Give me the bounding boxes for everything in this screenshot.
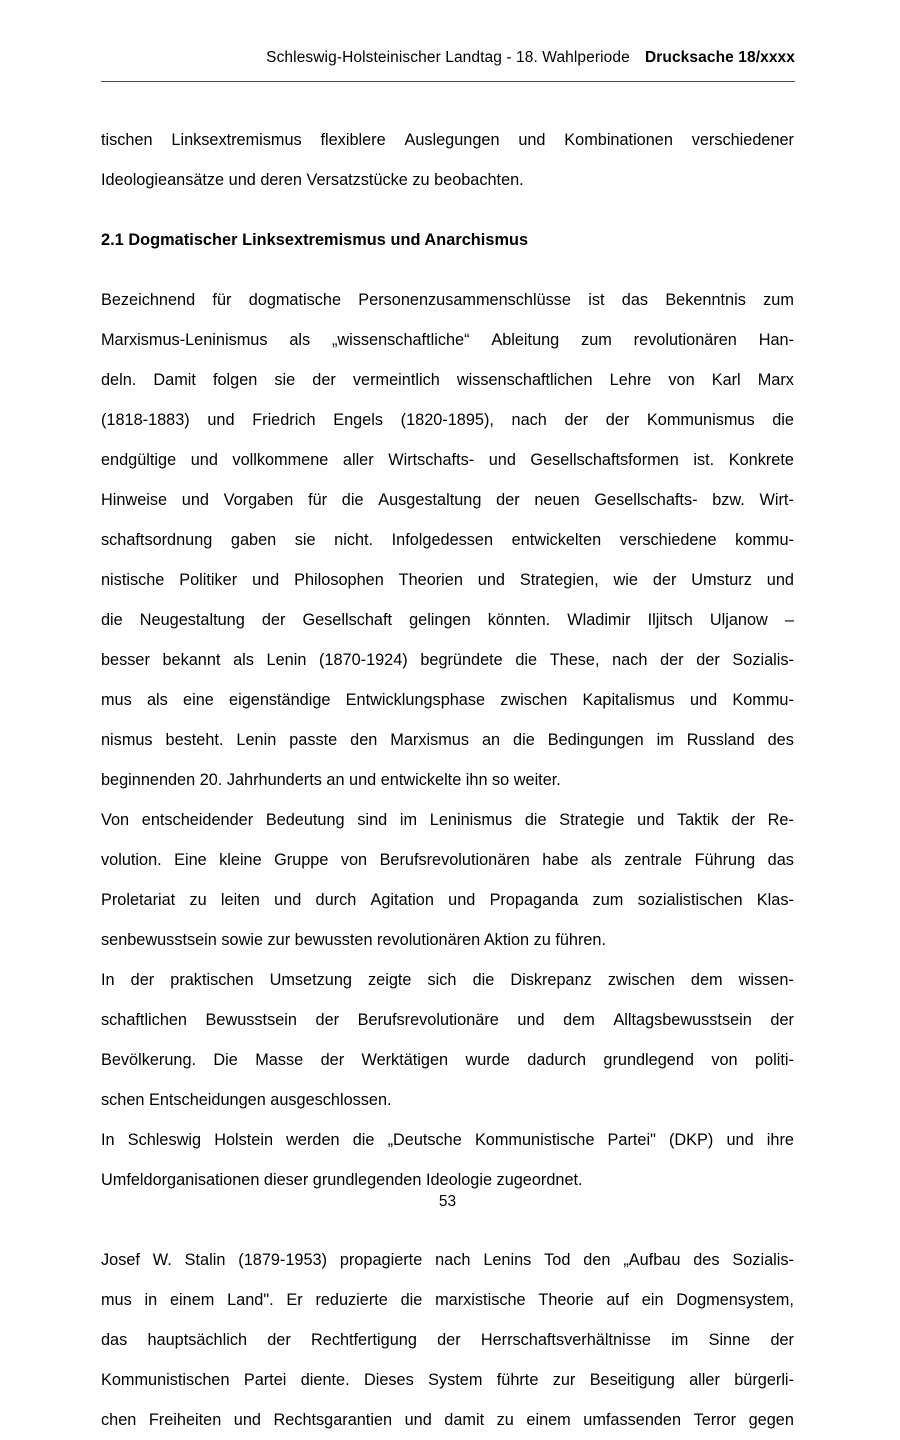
text-line [101, 960, 794, 1000]
word: sie [274, 371, 296, 389]
word: zur [552, 1371, 576, 1389]
word: Berufsrevolutionäre [357, 1011, 499, 1029]
word: Klas- [756, 891, 794, 909]
word: von [340, 851, 368, 869]
word: Taktik [677, 811, 719, 829]
word: Re- [767, 811, 794, 829]
word: nistische [101, 571, 165, 589]
word: zeigte [368, 971, 412, 989]
text-line [101, 320, 794, 360]
text-line [101, 680, 794, 720]
text-line [101, 640, 794, 680]
word: zu [496, 1411, 514, 1429]
word: die [400, 1291, 423, 1309]
word: nismus [101, 731, 153, 749]
word: gegen [748, 1411, 794, 1429]
word: Han- [758, 331, 794, 349]
word: Ableitung [491, 331, 560, 349]
word: Marxismus-Leninismus [101, 331, 268, 349]
word: W. [152, 1251, 172, 1269]
word: Rechtfertigung [311, 1331, 417, 1349]
word: Partei [243, 1371, 287, 1389]
word: – [784, 611, 794, 629]
word: gelingen [409, 611, 471, 629]
word: der [770, 1011, 794, 1029]
word: Agitation [370, 891, 434, 909]
word: Er [286, 1291, 303, 1309]
word: und [726, 1131, 754, 1149]
word: könnten. [487, 611, 551, 629]
word: der [312, 371, 336, 389]
word: der [605, 411, 630, 429]
word: zentrale [624, 851, 683, 869]
word: die [515, 651, 538, 669]
word: damit [444, 1411, 485, 1429]
word: reduzierte [315, 1291, 388, 1309]
word: Masse [255, 1051, 304, 1069]
word: Theorien [398, 571, 463, 589]
word: Bedeutung [265, 811, 345, 829]
word: sie [294, 531, 316, 549]
word: propagierte [339, 1251, 423, 1269]
word: kleine [219, 851, 262, 869]
word: für [308, 491, 328, 509]
word: Uljanow [709, 611, 768, 629]
word: diente. [300, 1371, 350, 1389]
word: Beseitigung [589, 1371, 675, 1389]
word: die [524, 811, 547, 829]
paragraph-marxismus-leninismus [101, 280, 794, 800]
word: Diskrepanz [510, 971, 592, 989]
word: das [621, 291, 649, 309]
word: ist [588, 291, 605, 309]
word: grundlegend [603, 1051, 694, 1069]
paragraph-strategie-und-taktik [101, 800, 794, 960]
word: schaftlichen [101, 1011, 187, 1029]
paragraph-praktische-umsetzung [101, 960, 794, 1120]
word: Lenin [266, 651, 307, 669]
text-line [101, 360, 794, 400]
word: folgen [212, 371, 258, 389]
word: nach [435, 1251, 471, 1269]
word: Propaganda [489, 891, 579, 909]
text-line [101, 280, 794, 320]
text-line [101, 120, 794, 160]
word: marxistische [435, 1291, 526, 1309]
word: einem [526, 1411, 571, 1429]
word: habe [542, 851, 579, 869]
word: Kommunismus [646, 411, 755, 429]
word: sich [427, 971, 457, 989]
word: Philosophen [294, 571, 384, 589]
word: Kommunistischen [101, 1371, 230, 1389]
header-drucksache-number: Drucksache 18/xxxx [644, 49, 795, 66]
word: Bedingungen [547, 731, 644, 749]
word: umfassenden [583, 1411, 682, 1429]
word: Wirt- [759, 491, 794, 509]
text-line [101, 1120, 794, 1160]
word: Gesellschaftsformen [530, 451, 679, 469]
word: der [696, 651, 720, 669]
text-line [101, 400, 794, 440]
word: eigenständige [229, 691, 331, 709]
word: eine [183, 691, 214, 709]
word: ist. [693, 451, 715, 469]
word: (DKP) [668, 1131, 714, 1149]
paragraph-continued-intro [101, 120, 794, 200]
word: der [652, 571, 677, 589]
word: Friedrich [252, 411, 316, 429]
word: und [517, 1011, 545, 1029]
word: zwischen [500, 691, 568, 709]
word: von [711, 1051, 738, 1069]
word: Konkrete [728, 451, 794, 469]
word: die [352, 1131, 375, 1149]
word: Land". [227, 1291, 274, 1309]
word: Personenzusammenschlüsse [358, 291, 571, 309]
word: und [233, 1411, 261, 1429]
word: vollkommene [232, 451, 329, 469]
word: verschiedener [691, 131, 794, 149]
word: Vorgaben [223, 491, 294, 509]
word: als [590, 851, 612, 869]
word: Marxismus [390, 731, 469, 749]
word: Kapitalismus [582, 691, 675, 709]
word: „Aufbau [623, 1251, 681, 1269]
word: der [261, 611, 286, 629]
word: besteht. [165, 731, 224, 749]
word: endgültige [101, 451, 177, 469]
word: Infolgedessen [391, 531, 494, 549]
word: zu [189, 891, 207, 909]
header-parliament-title: Schleswig-Holsteinischer Landtag - 18. Wahlperiode [266, 49, 630, 66]
word: kommu- [735, 531, 794, 549]
word: der [770, 1331, 794, 1349]
word: Berufsrevolutionären [379, 851, 530, 869]
word: Josef [101, 1251, 140, 1269]
text-line [101, 600, 794, 640]
word: Dieses [363, 1371, 414, 1389]
word: und [477, 571, 505, 589]
word: „Deutsche [387, 1131, 462, 1149]
word: das [101, 1331, 128, 1349]
document-body [101, 120, 794, 1440]
word: den [350, 731, 378, 749]
word: und [404, 1411, 432, 1429]
word: der [130, 971, 155, 989]
word: schaftsordnung [101, 531, 213, 549]
text-line: schen Entscheidungen ausgeschlossen. [101, 1091, 392, 1109]
word: passte [289, 731, 338, 749]
word: und [518, 131, 546, 149]
word: in [144, 1291, 158, 1309]
word: zum [581, 331, 612, 349]
word: nach [612, 651, 648, 669]
word: Terror [693, 1411, 737, 1429]
word: Theorie [538, 1291, 594, 1309]
spacer-after-heading [101, 260, 794, 280]
text-line [101, 1000, 794, 1040]
word: ihre [766, 1131, 794, 1149]
word: (1870-1924) [319, 651, 408, 669]
word: vermeintlich [352, 371, 440, 389]
word: neuen [534, 491, 580, 509]
text-line: senbewusstsein sowie zur bewussten revolutionären Aktion zu führen. [101, 931, 607, 949]
word: wissen- [738, 971, 794, 989]
page-number: 53 [438, 1193, 457, 1210]
word: Freiheiten [148, 1411, 222, 1429]
word: Gesellschaft [302, 611, 393, 629]
word: an [481, 731, 501, 749]
word: wie [613, 571, 638, 589]
word: Sozialis- [732, 651, 794, 669]
text-line [101, 840, 794, 880]
word: Von [101, 811, 130, 829]
header-inner [101, 48, 795, 81]
word: Neugestaltung [139, 611, 245, 629]
word: und [252, 571, 280, 589]
word: dem [563, 1011, 595, 1029]
word: praktischen [170, 971, 254, 989]
word: die [472, 971, 495, 989]
word: und [190, 451, 218, 469]
word: Gruppe [274, 851, 329, 869]
word: Dogmensystem, [676, 1291, 794, 1309]
word: Damit [153, 371, 196, 389]
word: der [731, 811, 755, 829]
word: Kombinationen [564, 131, 673, 149]
word: wissenschaftlichen [456, 371, 593, 389]
word: die [513, 731, 535, 749]
word: dadurch [527, 1051, 587, 1069]
word: In [101, 1131, 115, 1149]
word: und [766, 571, 794, 589]
word: Auslegungen [404, 131, 500, 149]
word: für [212, 291, 232, 309]
word: zum [592, 891, 624, 909]
text-line [101, 1360, 794, 1400]
word: Sinne [708, 1331, 751, 1349]
word: Eine [174, 851, 207, 869]
word: Die [213, 1051, 238, 1069]
word: im [671, 1331, 689, 1349]
section-heading-2-1: 2.1 Dogmatischer Linksextremismus und Anarchismus [101, 231, 529, 249]
word: nicht. [334, 531, 374, 549]
word: entwickelten [511, 531, 602, 549]
word: aller [689, 1371, 720, 1389]
word: Karl [711, 371, 741, 389]
word: gaben [230, 531, 277, 549]
word: Alltagsbewusstsein [613, 1011, 752, 1029]
word: begründete [420, 651, 503, 669]
word: nach [511, 411, 547, 429]
word: als [233, 651, 254, 669]
word: (1879-1953) [238, 1251, 327, 1269]
word: die [341, 491, 364, 509]
word: von [668, 371, 695, 389]
word: Strategie [559, 811, 625, 829]
text-line [101, 560, 794, 600]
word: Umsturz [691, 571, 752, 589]
word: tischen [101, 131, 153, 149]
word: volution. [101, 851, 162, 869]
word: „wissenschaftliche“ [331, 331, 470, 349]
word: als [289, 331, 311, 349]
paragraph-dkp-schleswig-holstein [101, 1120, 794, 1200]
word: Kommunistische [474, 1131, 595, 1149]
word: werden [286, 1131, 340, 1149]
word: flexiblere [320, 131, 386, 149]
word: Werktätigen [361, 1051, 449, 1069]
word: bzw. [712, 491, 745, 509]
word: und [488, 451, 516, 469]
word: Tod [544, 1251, 571, 1269]
word: Stalin [184, 1251, 226, 1269]
word: Bewusstsein [205, 1011, 297, 1029]
word: als [146, 691, 168, 709]
word: besser [101, 651, 150, 669]
word: und [181, 491, 209, 509]
word: die [772, 411, 794, 429]
word: und [274, 891, 302, 909]
word: verschiedene [619, 531, 717, 549]
word: Engels [333, 411, 383, 429]
word: Sozialis- [732, 1251, 794, 1269]
word: politi- [754, 1051, 794, 1069]
word: zum [763, 291, 794, 309]
word: Bekenntnis [665, 291, 746, 309]
word: deln. [101, 371, 137, 389]
word: Schleswig [127, 1131, 202, 1149]
word: der [315, 1011, 340, 1029]
word: Marx [757, 371, 794, 389]
word: leiten [220, 891, 260, 909]
word: Holstein [214, 1131, 274, 1149]
word: Führung [694, 851, 756, 869]
word: Wladimir [567, 611, 631, 629]
text-line [101, 1240, 794, 1280]
word: Hinweise [101, 491, 168, 509]
word: der [660, 651, 684, 669]
word: Wirtschafts- [388, 451, 475, 469]
word: Lenins [483, 1251, 532, 1269]
word: führte [496, 1371, 539, 1389]
word: den [583, 1251, 611, 1269]
text-line [101, 1400, 794, 1440]
text-line [101, 1040, 794, 1080]
word: Entwicklungsphase [345, 691, 486, 709]
word: und [448, 891, 476, 909]
word: einem [169, 1291, 215, 1309]
text-line [101, 880, 794, 920]
word: Umsetzung [269, 971, 352, 989]
word: Rechtsgarantien [273, 1411, 393, 1429]
word: aller [342, 451, 374, 469]
word: (1818-1883) [101, 411, 190, 429]
text-line [101, 440, 794, 480]
word: Iljitsch [647, 611, 693, 629]
text-line: Umfeldorganisationen dieser grundlegenden Ideologie zugeordnet. [101, 1171, 583, 1189]
word: sozialistischen [637, 891, 743, 909]
word: und [637, 811, 665, 829]
word: Bezeichnend [101, 291, 196, 309]
word: These, [549, 651, 600, 669]
text-line [101, 480, 794, 520]
word: Herrschaftsverhältnisse [480, 1331, 651, 1349]
word: Politiker [179, 571, 238, 589]
word: bürgerli- [734, 1371, 794, 1389]
paragraph-stalin [101, 1240, 794, 1440]
word: die [101, 611, 123, 629]
word: durch [315, 891, 357, 909]
word: des [693, 1251, 720, 1269]
word: im [656, 731, 674, 749]
word: und [207, 411, 235, 429]
word: Linksextremismus [171, 131, 302, 149]
text-line [101, 520, 794, 560]
word: mus [101, 691, 132, 709]
word: der [496, 491, 520, 509]
word: Proletariat [101, 891, 176, 909]
word: Lehre [609, 371, 652, 389]
word: Ausgestaltung [378, 491, 482, 509]
word: Partei" [607, 1131, 656, 1149]
text-line [101, 720, 794, 760]
word: das [767, 851, 794, 869]
word: und [690, 691, 718, 709]
text-line [101, 1280, 794, 1320]
word: der [564, 411, 589, 429]
word: der [267, 1331, 291, 1349]
word: auf [606, 1291, 629, 1309]
word: zwischen [607, 971, 675, 989]
word: Russland [686, 731, 755, 749]
word: chen [101, 1411, 137, 1429]
word: ein [641, 1291, 664, 1309]
word: (1820-1895), [400, 411, 494, 429]
text-line [101, 1320, 794, 1360]
word: In [101, 971, 115, 989]
word: Gesellschafts- [594, 491, 698, 509]
word: Kommu- [732, 691, 794, 709]
word: Bevölkerung. [101, 1051, 197, 1069]
word: revolutionären [633, 331, 737, 349]
page-running-header [101, 48, 795, 82]
word: entscheidender [141, 811, 254, 829]
word: dogmatische [248, 291, 342, 309]
word: im [399, 811, 418, 829]
word: mus [101, 1291, 132, 1309]
text-line [101, 800, 794, 840]
word: bekannt [162, 651, 221, 669]
word: hauptsächlich [147, 1331, 248, 1349]
word: wurde [465, 1051, 510, 1069]
word: dem [690, 971, 723, 989]
word: sind [357, 811, 388, 829]
word: der [320, 1051, 345, 1069]
word: des [767, 731, 794, 749]
spacer-before-heading [101, 200, 794, 220]
word: der [437, 1331, 461, 1349]
text-line: Ideologieansätze und deren Versatzstücke zu beobachten. [101, 171, 524, 189]
text-line: beginnenden 20. Jahrhunderts an und entwickelte ihn so weiter. [101, 771, 561, 789]
word: Lenin [236, 731, 277, 749]
word: Strategien, [519, 571, 599, 589]
word: Leninismus [429, 811, 513, 829]
word: System [428, 1371, 483, 1389]
